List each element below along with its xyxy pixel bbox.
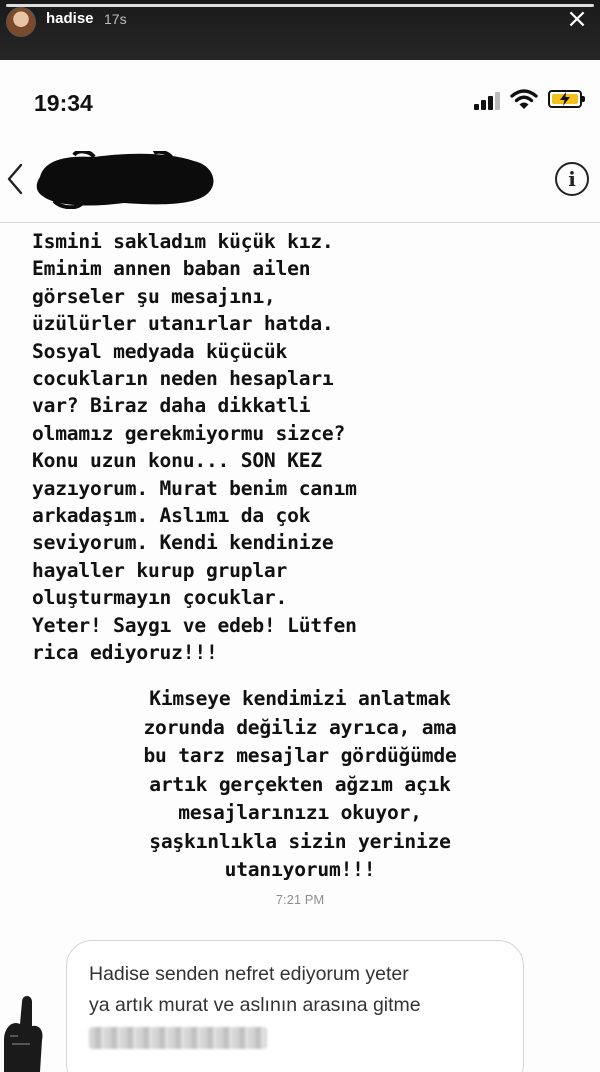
battery-icon bbox=[548, 90, 582, 108]
wifi-icon bbox=[510, 88, 538, 110]
chat-header bbox=[0, 135, 600, 223]
message-line: Yeter! Saygı ve edeb! Lütfen bbox=[32, 613, 357, 637]
caption-line: mesajlarınızı okuyor, bbox=[178, 801, 422, 824]
message-line: Konu uzun konu... SON KEZ bbox=[32, 449, 322, 473]
blurred-text bbox=[89, 1027, 267, 1049]
message-timestamp: 7:21 PM bbox=[275, 892, 325, 907]
story-avatar[interactable] bbox=[6, 7, 36, 37]
story-header bbox=[0, 0, 600, 60]
signal-icon bbox=[474, 90, 504, 110]
message-line: yazıyorum. Murat benim canım bbox=[32, 476, 357, 500]
close-icon[interactable]: × bbox=[566, 4, 588, 34]
message-line: rica ediyoruz!!! bbox=[32, 641, 218, 665]
message-line: hayaller kurup gruplar bbox=[32, 558, 288, 582]
dm-screenshot bbox=[0, 60, 600, 1072]
message-line: seviyorum. Kendi kendinize bbox=[32, 531, 334, 555]
caption-line: Kimseye kendimizi anlatmak bbox=[149, 687, 451, 710]
story-username[interactable]: hadise bbox=[46, 10, 94, 27]
message-line: olmamız gerekmiyormu sizce? bbox=[32, 421, 346, 445]
story-time-ago: 17s bbox=[104, 11, 127, 27]
status-bar bbox=[0, 60, 600, 135]
chevron-left-icon[interactable] bbox=[4, 161, 26, 197]
message-line: üzülürler utanırlar hatda. bbox=[32, 312, 334, 336]
received-message-bubble[interactable] bbox=[66, 940, 524, 1072]
message-line: Eminim annen baban ailen bbox=[32, 257, 311, 281]
received-message-line: ya artık murat ve aslının arasına gitme bbox=[89, 994, 421, 1016]
message-line: görseler şu mesajını, bbox=[32, 284, 276, 308]
message-line: Sosyal medyada küçücük bbox=[32, 339, 288, 363]
caption-line: utanıyorum!!! bbox=[224, 858, 376, 881]
received-message-line: Hadise senden nefret ediyorum yeter bbox=[89, 963, 409, 985]
message-line: Ismini sakladım küçük kız. bbox=[32, 230, 334, 253]
story-progress-bar bbox=[6, 4, 594, 7]
status-time: 19:34 bbox=[34, 90, 93, 116]
message-line: arkadaşım. Aslımı da çok bbox=[32, 504, 311, 528]
message-line: oluşturmayın çocuklar. bbox=[32, 586, 288, 610]
message-line: cocukların neden hesapları bbox=[32, 367, 334, 391]
sender-avatar bbox=[0, 980, 46, 1072]
caption-line: şaşkınlıkla sizin yerinize bbox=[149, 829, 451, 853]
message-line: var? Biraz daha dikkatli bbox=[32, 394, 311, 418]
caption-line: artık gerçekten ağzım açık bbox=[149, 772, 451, 796]
caption-line: zorunda değiliz ayrıca, ama bbox=[143, 715, 457, 739]
sent-message-text bbox=[32, 228, 580, 667]
story-caption-text bbox=[20, 685, 580, 885]
redacted-username bbox=[34, 151, 218, 209]
info-icon[interactable]: i bbox=[555, 162, 589, 196]
caption-line: bu tarz mesajlar gördüğümde bbox=[143, 744, 457, 767]
